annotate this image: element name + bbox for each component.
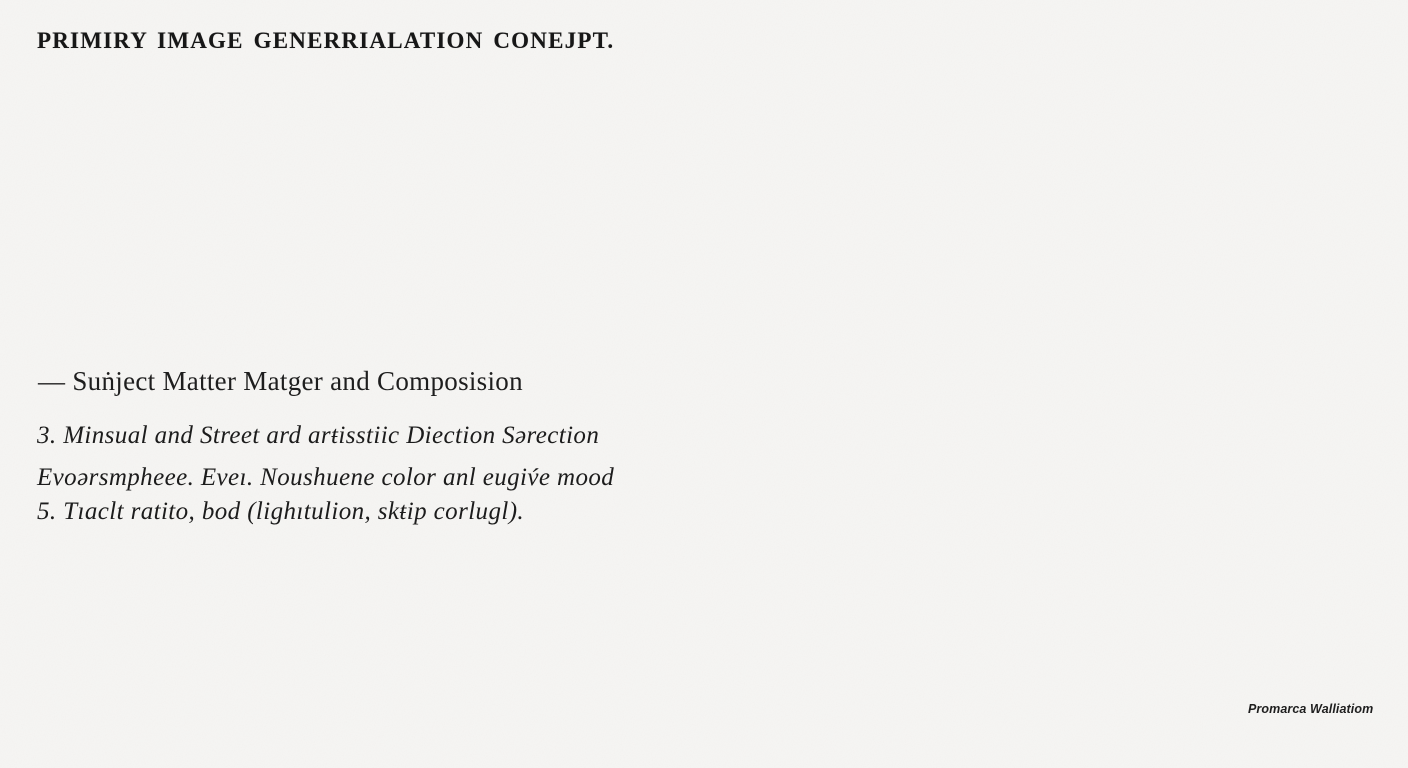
body-line-2: Evoərsmpheee. Eveı. Noushuene color anl eugiv́e mood [37, 464, 615, 491]
body-text-block [37, 423, 614, 524]
footer-note: Promarca Walliatiom [1248, 702, 1374, 716]
section-heading: — Suṅject Matter Matger and Composision [38, 366, 523, 396]
page-title: PRIMIRY IMAGE GENERRIALATION CONEJPT. [37, 28, 615, 53]
body-line-3: 5. Tıaclt ratito, bod (lighıtulion, skŧip corlugl). [37, 498, 525, 525]
body-line-1: 3. Minsual and Street ard arŧisstiic Diection Sərection [37, 422, 600, 449]
